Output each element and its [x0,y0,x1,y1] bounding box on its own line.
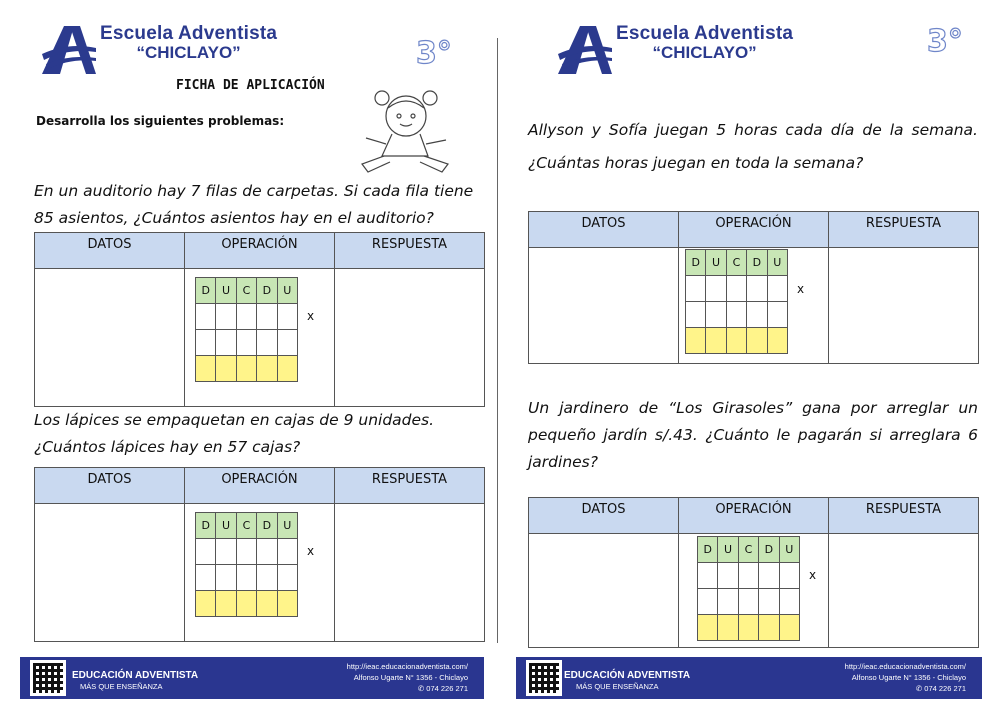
problem-1-text: En un auditorio hay 7 filas de carpetas. Si cada fila tiene 85 asientos, ¿Cuántos asientos hay en el auditorio? [34,182,474,227]
operacion-cell [185,269,335,407]
grid-result-cell[interactable] [747,328,767,354]
grid-result-cell[interactable] [277,356,297,382]
footer-title: EDUCACIÓN ADVENTISTA [72,670,199,681]
grid-cell[interactable] [257,539,277,565]
grid-cell[interactable] [196,304,216,330]
grid-result-cell[interactable] [236,591,256,617]
grid-cell[interactable] [277,565,297,591]
grid-cell[interactable] [196,330,216,356]
grade-label: 3° [416,36,452,71]
grid-col-header: D [747,250,767,276]
grid-cell[interactable] [216,304,236,330]
footer-subtitle: MÁS QUE ENSEÑANZA [80,682,163,691]
operacion-cell [185,504,335,642]
grid-cell[interactable] [686,302,706,328]
school-city: “CHICLAYO” [652,43,757,62]
footer-contact [347,661,468,694]
grid-cell[interactable] [257,565,277,591]
grid-result-cell[interactable] [257,591,277,617]
operacion-header: OPERACIÓN [679,498,829,534]
respuesta-cell[interactable] [335,269,485,407]
footer-phone: 074 226 271 [426,684,468,693]
grid-cell[interactable] [236,330,256,356]
grid-col-header: U [216,513,236,539]
grid-col-header: U [216,278,236,304]
grid-result-cell[interactable] [216,591,236,617]
operacion-header: OPERACIÓN [185,233,335,269]
worksheet-title: FICHA DE APLICACIÓN [176,78,325,93]
respuesta-cell[interactable] [829,248,979,364]
school-a-logo-icon [556,24,614,76]
operacion-cell [679,248,829,364]
phone-icon: ✆ [417,684,427,693]
grid-cell[interactable] [698,589,718,615]
grid-cell[interactable] [216,539,236,565]
datos-cell[interactable] [529,534,679,648]
grid-result-cell[interactable] [216,356,236,382]
grid-cell[interactable] [277,304,297,330]
grid-col-header: U [718,537,738,563]
grid-col-header: U [767,250,787,276]
respuesta-header: RESPUESTA [829,212,979,248]
grid-result-cell[interactable] [779,615,799,641]
grid-col-header: U [706,250,726,276]
respuesta-header: RESPUESTA [829,498,979,534]
grid-cell[interactable] [759,563,779,589]
girl-illustration-icon [356,84,460,176]
respuesta-header: RESPUESTA [335,468,485,504]
grid-col-header: D [257,513,277,539]
grid-cell[interactable] [738,589,758,615]
footer-address: Alfonso Ugarte N° 1356 - Chiclayo [353,673,468,682]
respuesta-header: RESPUESTA [335,233,485,269]
school-logo [40,24,277,76]
respuesta-cell[interactable] [335,504,485,642]
footer-title: EDUCACIÓN ADVENTISTA [564,670,691,681]
multiply-sign: x [307,309,315,323]
grid-cell[interactable] [706,276,726,302]
datos-cell[interactable] [35,504,185,642]
grid-cell[interactable] [698,563,718,589]
grid-cell[interactable] [718,589,738,615]
grid-cell[interactable] [216,565,236,591]
grid-col-header: D [196,513,216,539]
grid-result-cell[interactable] [718,615,738,641]
datos-cell[interactable] [35,269,185,407]
place-value-grid [697,536,800,641]
datos-cell[interactable] [529,248,679,364]
grid-col-header: U [779,537,799,563]
footer-url[interactable]: http://ieac.educacionadventista.com/ [346,662,468,671]
school-name: Escuela Adventista [616,23,794,44]
datos-header: DATOS [35,233,185,269]
grid-cell[interactable] [718,563,738,589]
multiply-sign: x [307,544,315,558]
footer-address: Alfonso Ugarte N° 1356 - Chiclayo [851,673,966,682]
respuesta-cell[interactable] [829,534,979,648]
grid-result-cell[interactable] [726,328,746,354]
school-name: Escuela Adventista [100,23,278,44]
grid-cell[interactable] [747,302,767,328]
grid-col-header: C [726,250,746,276]
footer-banner [516,657,982,699]
grid-col-header: U [277,278,297,304]
qr-code-icon [526,660,562,696]
right-page [500,0,1000,707]
grid-col-header: C [738,537,758,563]
footer-subtitle: MÁS QUE ENSEÑANZA [576,682,659,691]
problem-4-table [528,497,979,648]
place-value-grid [685,249,788,354]
grid-result-cell[interactable] [767,328,787,354]
grid-result-cell[interactable] [738,615,758,641]
school-city: “CHICLAYO” [136,43,241,62]
grid-cell[interactable] [738,563,758,589]
grid-result-cell[interactable] [236,356,256,382]
grid-cell[interactable] [196,565,216,591]
place-value-grid [195,277,298,382]
footer-contact [845,661,966,694]
footer-url[interactable]: http://ieac.educacionadventista.com/ [844,662,966,671]
problem-1-table [34,232,485,407]
grid-cell[interactable] [216,330,236,356]
school-logo [556,24,793,76]
grid-cell[interactable] [759,589,779,615]
grid-result-cell[interactable] [257,356,277,382]
phone-icon: ✆ [915,684,925,693]
grid-result-cell[interactable] [759,615,779,641]
grid-cell[interactable] [257,330,277,356]
grid-cell[interactable] [236,304,256,330]
grid-cell[interactable] [257,304,277,330]
grid-result-cell[interactable] [698,615,718,641]
instruction-text: Desarrolla los siguientes problemas: [36,114,285,128]
grid-result-cell[interactable] [686,328,706,354]
grid-cell[interactable] [767,276,787,302]
multiply-sign: x [809,568,817,582]
grid-col-header: D [257,278,277,304]
grid-cell[interactable] [686,276,706,302]
footer-phone: 074 226 271 [924,684,966,693]
operacion-header: OPERACIÓN [185,468,335,504]
grid-cell[interactable] [767,302,787,328]
qr-code-icon [30,660,66,696]
grid-col-header: D [759,537,779,563]
grid-cell[interactable] [277,539,297,565]
grid-cell[interactable] [779,589,799,615]
grid-result-cell[interactable] [196,591,216,617]
multiply-sign: x [797,282,805,296]
problem-3-table [528,211,979,364]
problem-2-text: Los lápices se empaquetan en cajas de 9 unidades. ¿Cuántos lápices hay en 57 cajas? [34,411,435,456]
datos-header: DATOS [529,498,679,534]
grid-col-header: U [277,513,297,539]
grid-result-cell[interactable] [706,328,726,354]
grid-cell[interactable] [706,302,726,328]
grid-cell[interactable] [779,563,799,589]
datos-header: DATOS [35,468,185,504]
place-value-grid [195,512,298,617]
grid-col-header: C [236,278,256,304]
problem-3-text: Allyson y Sofía juegan 5 horas cada día de la semana. ¿Cuántas horas juegan en toda la semana? [528,121,978,172]
grid-result-cell[interactable] [277,591,297,617]
grid-col-header: C [236,513,256,539]
operacion-cell [679,534,829,648]
school-a-logo-icon [40,24,98,76]
grade-label: 3° [927,24,963,59]
problem-2-table [34,467,485,642]
grid-cell[interactable] [196,539,216,565]
grid-cell[interactable] [726,276,746,302]
grid-cell[interactable] [236,565,256,591]
grid-col-header: D [196,278,216,304]
problem-4-text: Un jardinero de “Los Girasoles” gana por arreglar un pequeño jardín s/.43. ¿Cuánto le pagarán si arreglara 6 jardines? [528,399,978,471]
footer-banner [20,657,484,699]
grid-cell[interactable] [747,276,767,302]
grid-cell[interactable] [277,330,297,356]
grid-cell[interactable] [726,302,746,328]
datos-header: DATOS [529,212,679,248]
grid-cell[interactable] [236,539,256,565]
operacion-header: OPERACIÓN [679,212,829,248]
grid-col-header: D [686,250,706,276]
grid-result-cell[interactable] [196,356,216,382]
grid-col-header: D [698,537,718,563]
